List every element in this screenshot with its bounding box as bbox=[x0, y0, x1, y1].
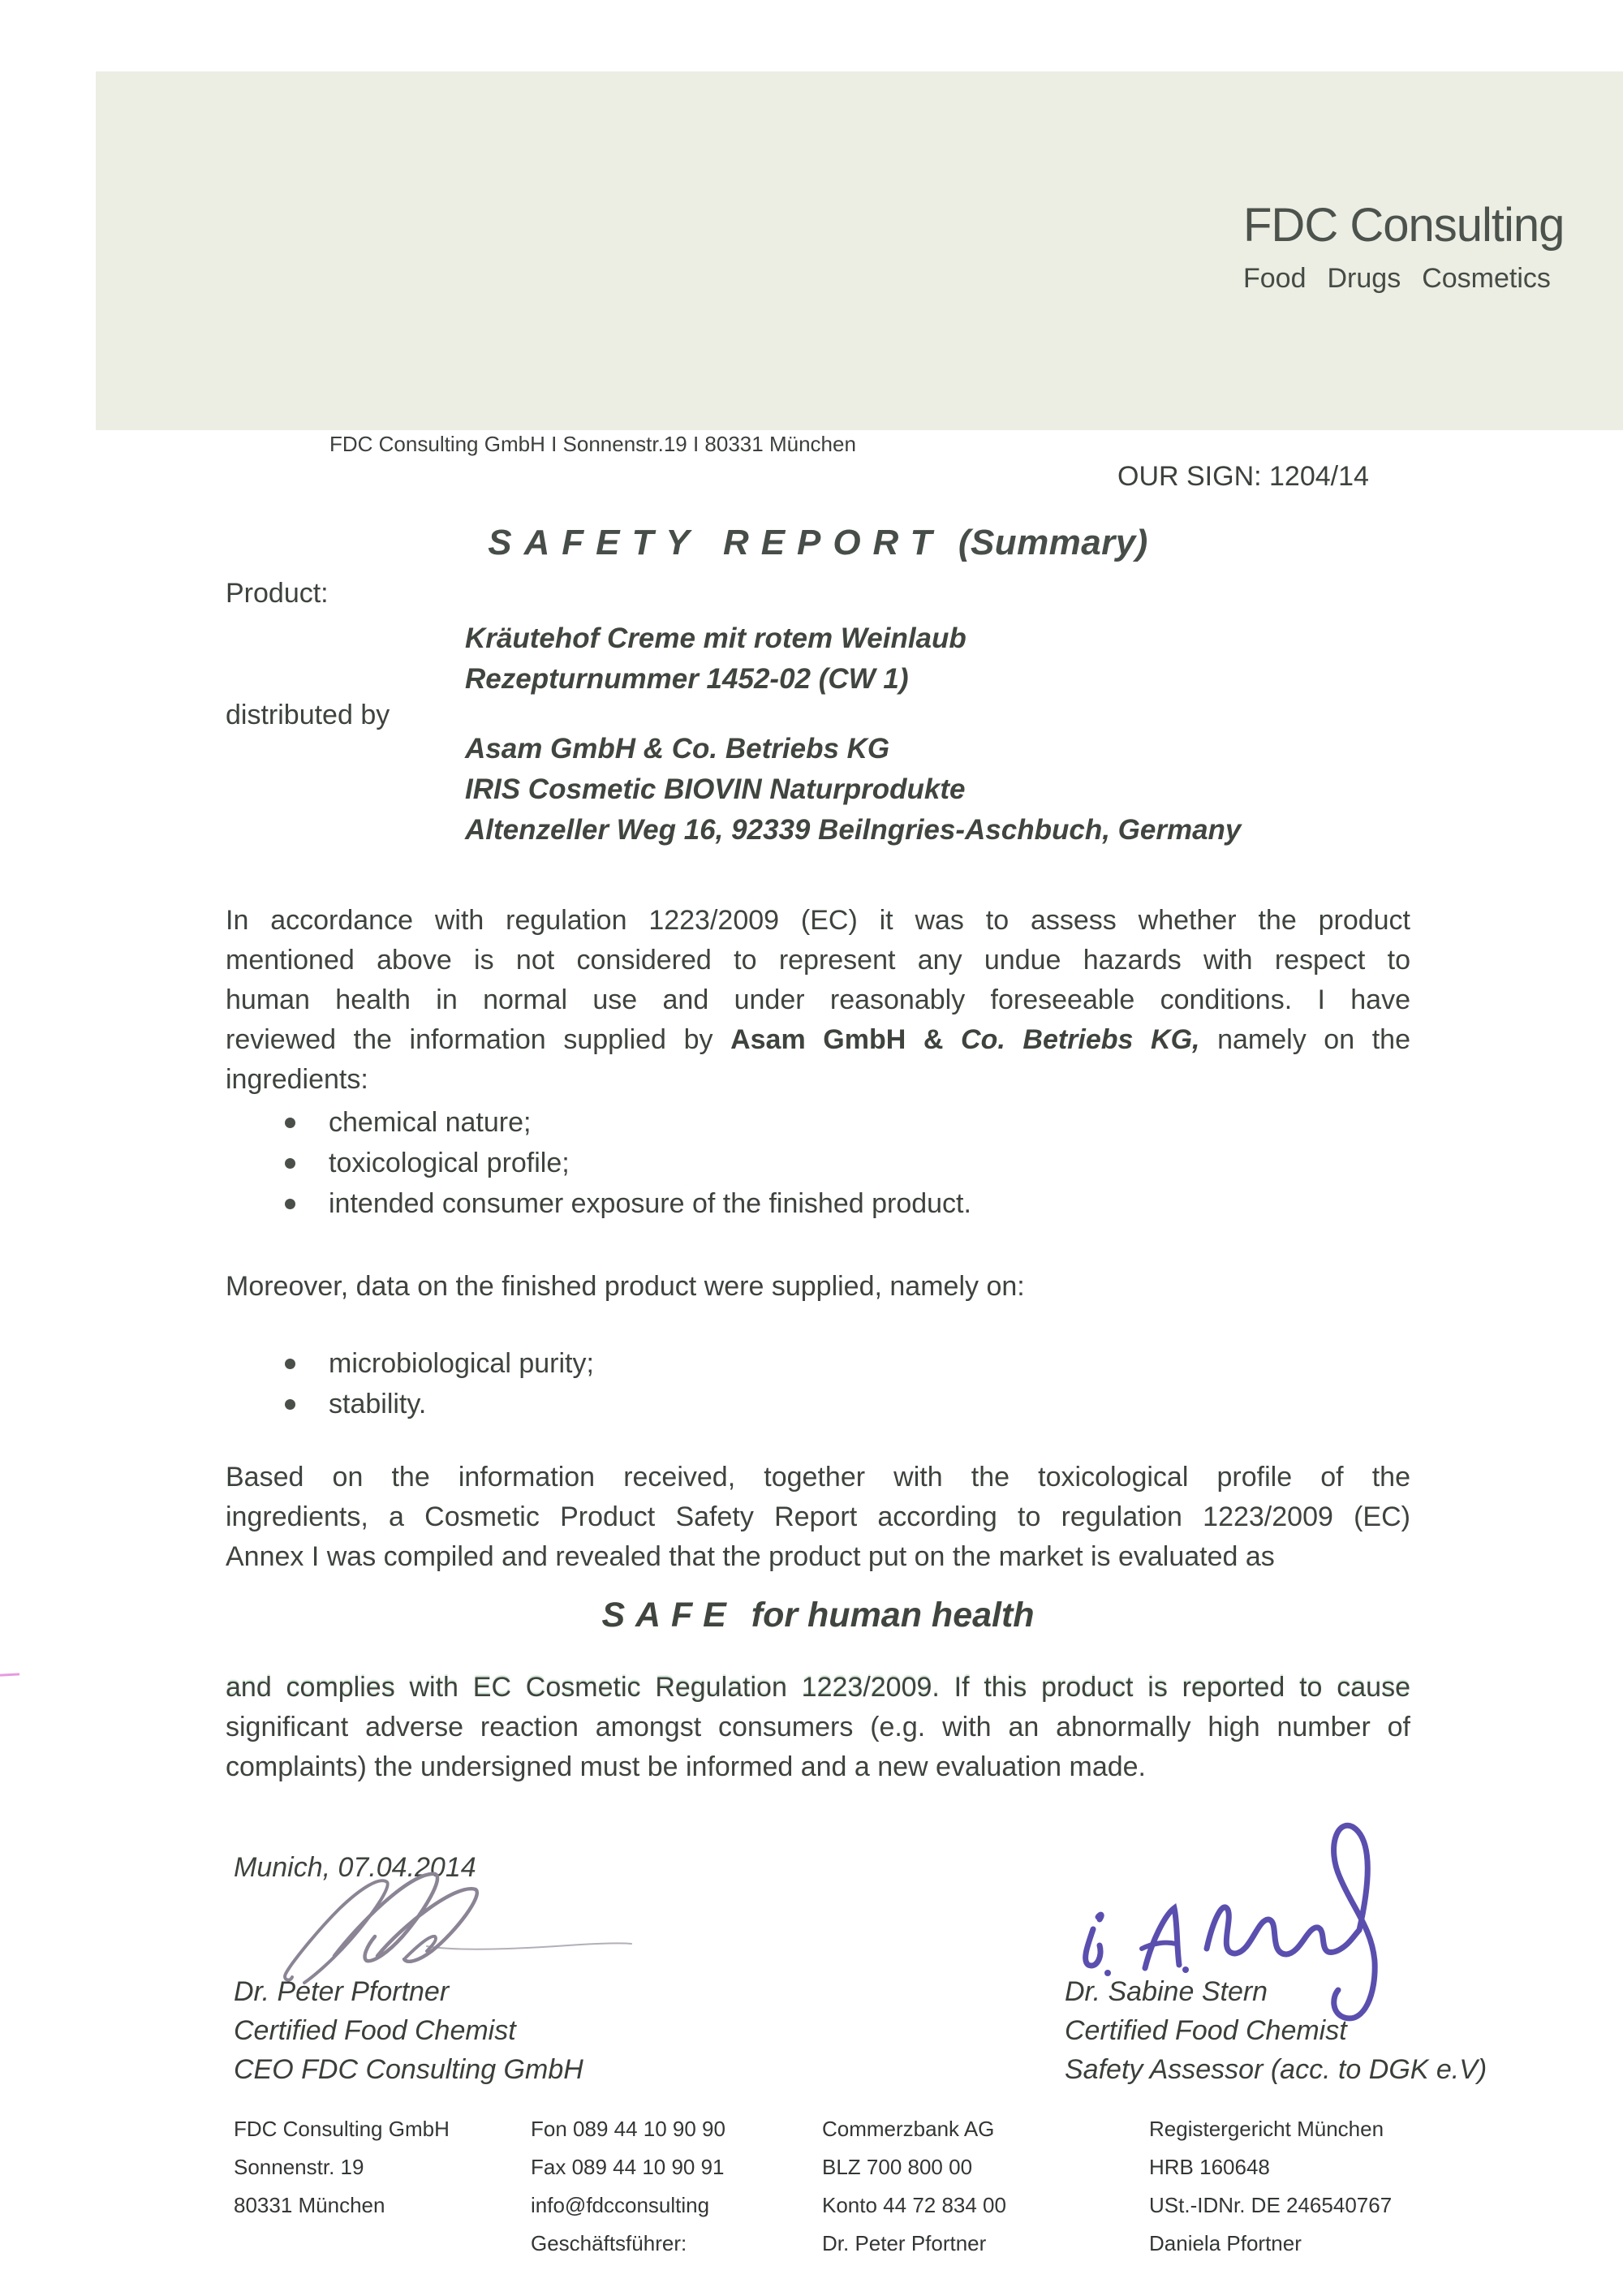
logo-tagline bbox=[1243, 263, 1617, 295]
reference-number: OUR SIGN: 1204/14 bbox=[1117, 461, 1369, 492]
footer-line: HRB 160648 bbox=[1149, 2155, 1270, 2179]
footer-line: FDC Consulting GmbH bbox=[234, 2117, 450, 2141]
signatory-name: Dr. Peter Pfortner bbox=[234, 1976, 450, 2007]
paragraph-assessment bbox=[226, 901, 1410, 1100]
line-segment: namely on the bbox=[1199, 1024, 1410, 1055]
document-title bbox=[226, 523, 1410, 563]
footer-line: info@fdcconsulting bbox=[531, 2193, 710, 2217]
place-date: Munich, 07.04.2014 bbox=[234, 1852, 476, 1883]
footer-registry-column bbox=[1149, 2110, 1392, 2263]
signatory-title: CEO FDC Consulting GmbH bbox=[234, 2054, 583, 2085]
safety-verdict bbox=[226, 1596, 1410, 1635]
bullet-icon bbox=[285, 1199, 295, 1209]
footer-line: Dr. Peter Pfortner bbox=[822, 2231, 987, 2255]
paragraph-line: significant adverse reaction amongst consumers (e.g. with an abnormally high number of bbox=[226, 1712, 1410, 1742]
signatory-title: Certified Food Chemist bbox=[1065, 2015, 1347, 2046]
distributor-name: Asam GmbH & Co. Betriebs KG bbox=[465, 733, 890, 765]
product-label: Product: bbox=[226, 578, 329, 609]
list-item-label: toxicological profile; bbox=[329, 1148, 570, 1178]
list-item bbox=[226, 1343, 1410, 1384]
signatory-title: Safety Assessor (acc. to DGK e.V) bbox=[1065, 2054, 1487, 2085]
paragraph-line: ingredients: bbox=[226, 1064, 368, 1095]
product-name-line: Kräutehof Creme mit rotem Weinlaub bbox=[465, 622, 966, 654]
footer-line: 80331 München bbox=[234, 2193, 385, 2217]
line-segment: reviewed the information supplied by bbox=[226, 1024, 731, 1055]
list-item bbox=[226, 1102, 1410, 1143]
list-item-label: stability. bbox=[329, 1389, 427, 1419]
document-title-main: SAFETY REPORT bbox=[488, 523, 945, 562]
paragraph-line: human health in normal use and under reasonably foreseeable conditions. I have bbox=[226, 984, 1410, 1015]
product-recipe-line: Rezepturnummer 1452-02 (CW 1) bbox=[465, 663, 909, 695]
footer-line: BLZ 700 800 00 bbox=[822, 2155, 973, 2179]
product-name-block bbox=[465, 618, 966, 700]
line-segment-bold-italic: Co. Betriebs KG, bbox=[961, 1024, 1200, 1055]
footer-line: Registergericht München bbox=[1149, 2117, 1384, 2141]
list-item-label: microbiological purity; bbox=[329, 1348, 594, 1379]
paragraph-conclusion bbox=[226, 1458, 1410, 1577]
bullet-icon bbox=[285, 1158, 295, 1169]
signatory-title: Certified Food Chemist bbox=[234, 2015, 516, 2046]
footer-line: Geschäftsführer: bbox=[531, 2231, 687, 2255]
tagline-word-cosmetics: Cosmetics bbox=[1422, 263, 1551, 294]
footer-line: Daniela Pfortner bbox=[1149, 2231, 1302, 2255]
paragraph-line: ingredients, a Cosmetic Product Safety Report according to regulation 1223/2009 (EC) bbox=[226, 1501, 1410, 1532]
line-segment-bold: Asam GmbH & bbox=[730, 1024, 962, 1055]
footer-line: Fax 089 44 10 90 91 bbox=[531, 2155, 725, 2179]
distributor-brand: IRIS Cosmetic BIOVIN Naturprodukte bbox=[465, 773, 966, 805]
paragraph-line: mentioned above is not considered to represent any undue hazards with respect to bbox=[226, 945, 1410, 976]
footer-line: Konto 44 72 834 00 bbox=[822, 2193, 1006, 2217]
document-title-suffix: (Summary) bbox=[958, 523, 1148, 562]
ingredient-data-list bbox=[226, 1102, 1410, 1224]
list-item bbox=[226, 1384, 1410, 1424]
letterhead-band bbox=[96, 71, 1623, 456]
list-item bbox=[226, 1143, 1410, 1183]
paragraph-line: In accordance with regulation 1223/2009 (EC) it was to assess whether the product bbox=[226, 905, 1410, 936]
footer-contact-column bbox=[531, 2110, 725, 2263]
paragraph-line: and complies with EC Cosmetic Regulation 1223/2009. If this product is reported to cause bbox=[226, 1672, 1410, 1703]
footer-company-column bbox=[234, 2110, 450, 2225]
footer-line: USt.-IDNr. DE 246540767 bbox=[1149, 2193, 1393, 2217]
paragraph-line: Annex I was compiled and revealed that the product put on the market is evaluated as bbox=[226, 1541, 1275, 1572]
paragraph-moreover: Moreover, data on the finished product were supplied, namely on: bbox=[226, 1271, 1025, 1302]
signatory-left bbox=[234, 1972, 583, 2089]
paragraph-line: Based on the information received, together with the toxicological profile of the bbox=[226, 1462, 1410, 1493]
logo-wordmark: FDC Consulting bbox=[1243, 199, 1565, 252]
paragraph-line: complaints) the undersigned must be informed and a new evaluation made. bbox=[226, 1751, 1147, 1782]
finished-product-data-list bbox=[226, 1343, 1410, 1424]
safety-verdict-emphasis: SAFE bbox=[601, 1596, 737, 1635]
distributor-block bbox=[465, 729, 1241, 851]
company-logo bbox=[1243, 200, 1617, 295]
sender-address-line: FDC Consulting GmbH I Sonnenstr.19 I 80331 München bbox=[329, 432, 856, 456]
safety-verdict-rest: for human health bbox=[751, 1596, 1035, 1635]
footer-bank-column bbox=[822, 2110, 1006, 2263]
tagline-word-drugs: Drugs bbox=[1327, 263, 1401, 294]
scan-artifact-dash bbox=[0, 1673, 19, 1676]
signatory-right bbox=[1065, 1972, 1487, 2089]
bullet-icon bbox=[285, 1359, 295, 1369]
paragraph-line bbox=[226, 1020, 1410, 1060]
list-item-label: chemical nature; bbox=[329, 1107, 532, 1138]
distributed-by-label: distributed by bbox=[226, 700, 390, 730]
footer-line: Commerzbank AG bbox=[822, 2117, 995, 2141]
tagline-word-food: Food bbox=[1243, 263, 1307, 294]
bullet-icon bbox=[285, 1118, 295, 1128]
signatory-name: Dr. Sabine Stern bbox=[1065, 1976, 1268, 2007]
paragraph-compliance bbox=[226, 1668, 1410, 1787]
bullet-icon bbox=[285, 1399, 295, 1410]
list-item-label: intended consumer exposure of the finished product. bbox=[329, 1188, 971, 1219]
distributor-address: Altenzeller Weg 16, 92339 Beilngries-Aschbuch, Germany bbox=[465, 814, 1242, 846]
list-item bbox=[226, 1183, 1410, 1224]
footer-line: Sonnenstr. 19 bbox=[234, 2155, 364, 2179]
footer-line: Fon 089 44 10 90 90 bbox=[531, 2117, 725, 2141]
